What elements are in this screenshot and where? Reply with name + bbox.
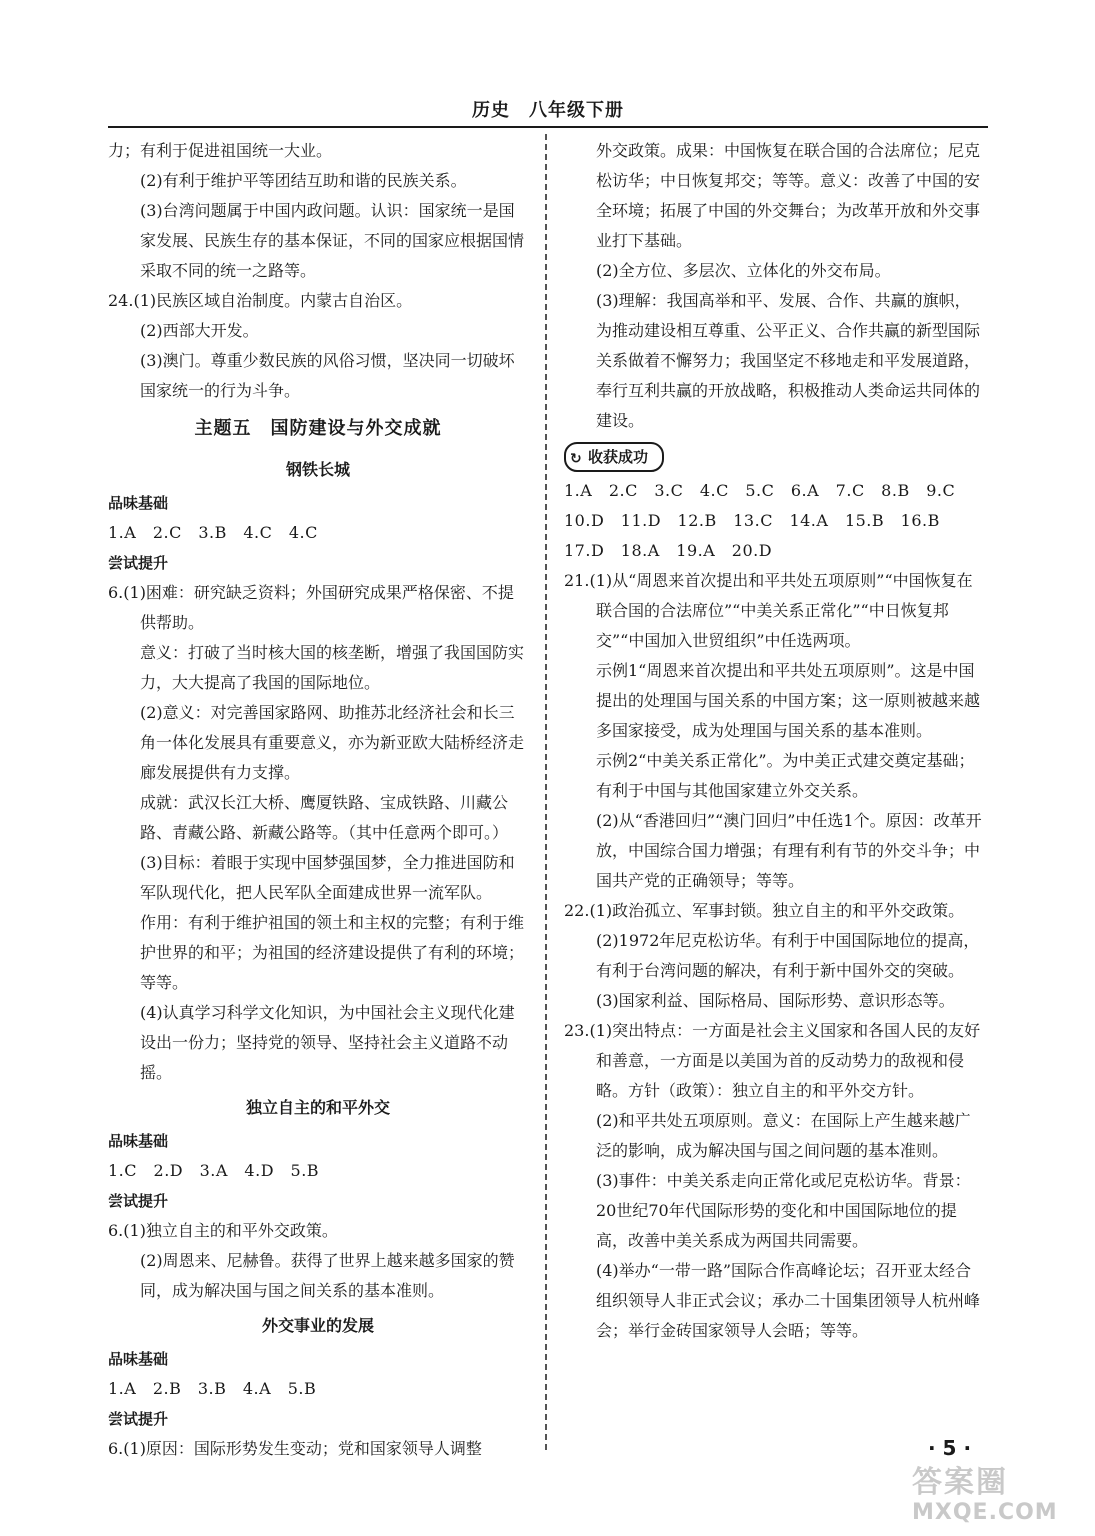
- answer-item: 6.(1)原因：国际形势发生变动；党和国家领导人调整: [108, 1439, 482, 1458]
- harvest-badge: [564, 442, 664, 472]
- harvest-answers: 1.A 2.C 3.C 4.C 5.C 6.A 7.C 8.B 9.C: [564, 481, 956, 500]
- answer-item: (4)举办“一带一路”国际合作高峰论坛；召开亚太经合组织领导人非正式会议；承办二十国集团领导人杭州峰会；举行金砖国家领导人会晤；等等。: [596, 1261, 981, 1340]
- answer-item: 21.(1)从“周恩来首次提出和平共处五项原则”“中国恢复在联合国的合法席位”“中美关系正常化”“中日恢复邦交”“中国加入世贸组织”中任选两项。: [564, 571, 973, 650]
- basic-label: 品味基础: [108, 1350, 169, 1368]
- answer-item: (3)事件：中美关系走向正常化或尼克松访华。背景：20世纪70年代国际形势的变化和中国国际地位的提高，改善中美关系成为两国共同需要。: [596, 1171, 971, 1250]
- lesson-title: 钢铁长城: [285, 460, 350, 479]
- basic-answers: 1.A 2.B 3.B 4.A 5.B: [108, 1379, 317, 1398]
- left-line: (3)澳门。尊重少数民族的风俗习惯，坚决同一切破坏国家统一的行为斗争。: [140, 351, 515, 400]
- answer-item: 6.(1)独立自主的和平外交政策。: [108, 1221, 338, 1240]
- header-title: 历史 八年级下册: [472, 100, 624, 121]
- swirl-arrow-icon: ↻: [570, 451, 582, 467]
- left-line: (2)有利于维护平等团结互助和谐的民族关系。: [140, 171, 467, 190]
- right-column: [564, 136, 984, 1346]
- watermark-text: 答案圈: [912, 1465, 1008, 1500]
- harvest-label: 收获成功: [588, 448, 649, 466]
- column-divider: [545, 134, 547, 1450]
- try-label: 尝试提升: [108, 554, 169, 572]
- left-line: (3)台湾问题属于中国内政问题。认识：国家统一是国家发展、民族生存的基本保证，不同的国家应根据国情采取不同的统一之路等。: [140, 201, 525, 280]
- left-line: (2)西部大开发。: [140, 321, 259, 340]
- answer-item: (2)意义：对完善国家路网、助推苏北经济社会和长三角一体化发展具有重要意义，亦为新亚欧大陆桥经济走廊发展提供有力支撑。: [140, 703, 525, 782]
- watermark-logo: [912, 1466, 1082, 1528]
- answer-item: 示例1“周恩来首次提出和平共处五项原则”。这是中国提出的处理国与国关系的中国方案；这一原则被越来越多国家接受，成为处理国与国关系的基本准则。: [596, 661, 981, 740]
- answer-item: (3)目标：着眼于实现中国梦强国梦，全力推进国防和军队现代化，把人民军队全面建成世界一流军队。: [140, 853, 515, 902]
- basic-label: 品味基础: [108, 494, 169, 512]
- left-line: 力；有利于促进祖国统一大业。: [108, 141, 333, 160]
- lesson-title: 独立自主的和平外交: [245, 1098, 390, 1117]
- page-number: · 5 ·: [928, 1436, 972, 1460]
- answer-item: (2)1972年尼克松访华。有利于中国国际地位的提高，有利于台湾问题的解决，有利于新中国外交的突破。: [596, 931, 980, 980]
- header-rule: [108, 126, 988, 128]
- answer-item: (4)认真学习科学文化知识，为中国社会主义现代化建设出一份力；坚持党的领导、坚持社会主义道路不动摇。: [140, 1003, 515, 1082]
- right-line: (3)理解：我国高举和平、发展、合作、共赢的旗帜，为推动建设相互尊重、公平正义、合作共赢的新型国际关系做着不懈努力；我国坚定不移地走和平发展道路，奉行互利共赢的开放战略，积极推动人类命运共同体的建设。: [596, 291, 981, 430]
- answer-item: 23.(1)突出特点：一方面是社会主义国家和各国人民的友好和善意，一方面是以美国为首的反动势力的敌视和侵略。方针（政策）：独立自主的和平外交方针。: [564, 1021, 981, 1100]
- harvest-answers: 17.D 18.A 19.A 20.D: [564, 541, 773, 560]
- right-line: (2)全方位、多层次、立体化的外交布局。: [596, 261, 891, 280]
- try-label: 尝试提升: [108, 1192, 169, 1210]
- answer-item: 成就：武汉长江大桥、鹰厦铁路、宝成铁路、川藏公路、青藏公路、新藏公路等。（其中任意两个即可。）: [140, 793, 509, 842]
- watermark-url: MXQE.COM: [912, 1500, 1058, 1525]
- basic-answers: 1.C 2.D 3.A 4.D 5.B: [108, 1161, 320, 1180]
- answer-item: 22.(1)政治孤立、军事封锁。独立自主的和平外交政策。: [564, 901, 965, 920]
- answer-item: 作用：有利于维护祖国的领土和主权的完整；有利于维护世界的和平；为祖国的经济建设提供了有利的环境；等等。: [140, 913, 525, 992]
- left-line: 24.(1)民族区域自治制度。内蒙古自治区。: [108, 291, 413, 310]
- basic-answers: 1.A 2.C 3.B 4.C 4.C: [108, 523, 318, 542]
- page-header: [108, 96, 988, 126]
- right-line: 外交政策。成果：中国恢复在联合国的合法席位；尼克松访华；中日恢复邦交；等等。意义：改善了中国的安全环境；拓展了中国的外交舞台；为改革开放和外交事业打下基础。: [596, 141, 981, 250]
- basic-label: 品味基础: [108, 1132, 169, 1150]
- answer-item: 6.(1)困难：研究缺乏资料；外国研究成果严格保密、不提供帮助。: [108, 583, 514, 632]
- answer-item: 示例2“中美关系正常化”。为中美正式建交奠定基础；有利于中国与其他国家建立外交关系。: [596, 751, 975, 800]
- harvest-answers: 10.D 11.D 12.B 13.C 14.A 15.B 16.B: [564, 511, 940, 530]
- answer-item: (2)从“香港回归”“澳门回归”中任选1个。原因：改革开放，中国综合国力增强；有理有利有节的外交斗争；中国共产党的正确领导；等等。: [596, 811, 982, 890]
- answer-item: (3)国家利益、国际格局、国际形势、意识形态等。: [596, 991, 955, 1010]
- lesson-title: 外交事业的发展: [261, 1316, 374, 1335]
- answer-item: (2)和平共处五项原则。意义：在国际上产生越来越广泛的影响，成为解决国与国之间问题的基本准则。: [596, 1111, 971, 1160]
- answer-item: (2)周恩来、尼赫鲁。获得了世界上越来越多国家的赞同，成为解决国与国之间关系的基本准则。: [140, 1251, 515, 1300]
- theme-title: 主题五 国防建设与外交成就: [194, 418, 442, 439]
- try-label: 尝试提升: [108, 1410, 169, 1428]
- answer-item: 意义：打破了当时核大国的核垄断，增强了我国国防实力，大大提高了我国的国际地位。: [140, 643, 525, 692]
- left-column: [108, 136, 528, 1464]
